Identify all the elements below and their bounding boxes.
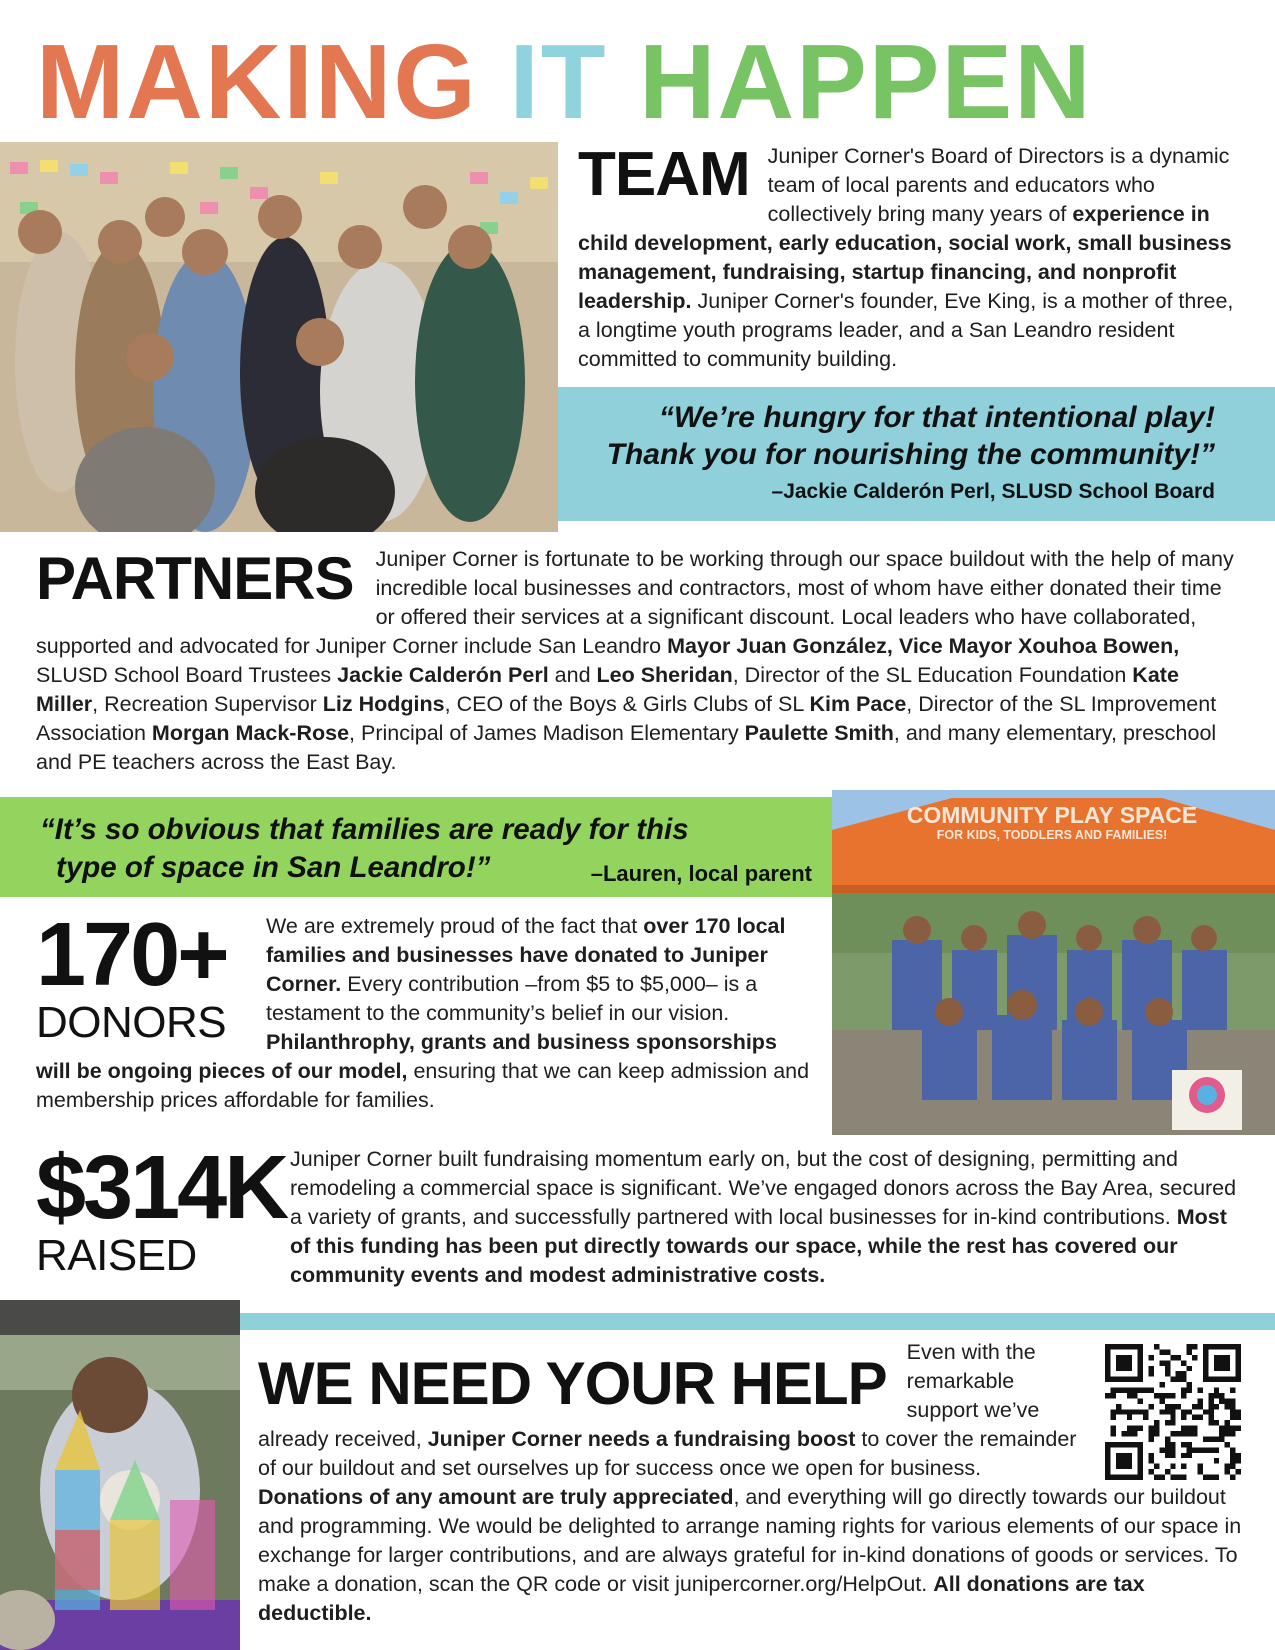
qr-module — [1225, 1398, 1230, 1403]
qr-module — [1203, 1475, 1208, 1480]
qr-module — [1149, 1355, 1154, 1360]
qr-module — [1214, 1436, 1219, 1441]
partners-text: , Director of the SL Education Foundation — [732, 663, 1133, 687]
qr-module — [1208, 1404, 1213, 1409]
qr-module — [1154, 1431, 1159, 1436]
qr-module — [1192, 1426, 1197, 1431]
qr-module — [1214, 1475, 1219, 1480]
qr-module — [1225, 1404, 1230, 1409]
qr-module — [1230, 1404, 1235, 1409]
donors-text: Every contribution –from $5 to $5,000– is a testament to the community’s belief in our vision. — [266, 972, 758, 1025]
qr-module — [1170, 1415, 1175, 1420]
qr-module — [1159, 1447, 1164, 1452]
raised-stat-label: RAISED — [36, 1231, 197, 1280]
qr-module — [1159, 1475, 1164, 1480]
qr-module — [1219, 1398, 1224, 1403]
quote-jackie-line2: Thank you for nourishing the community!” — [606, 438, 1215, 471]
qr-module — [1225, 1420, 1230, 1425]
qr-module — [1138, 1388, 1143, 1393]
qr-module — [1149, 1388, 1154, 1393]
qr-module — [1187, 1344, 1192, 1349]
qr-module — [1143, 1409, 1148, 1414]
qr-module — [1225, 1464, 1230, 1469]
qr-module — [1197, 1398, 1202, 1403]
qr-module — [1219, 1431, 1224, 1436]
qr-module — [1127, 1388, 1132, 1393]
help-text: to cover the remainder of our buildout and set ourselves up for success once we open for business. — [258, 1427, 1077, 1480]
donors-stat-label: DONORS — [36, 998, 227, 1047]
qr-module — [1225, 1442, 1230, 1447]
qr-module — [1127, 1426, 1132, 1431]
qr-module — [1214, 1420, 1219, 1425]
partners-name: Kate Miller — [36, 663, 1179, 716]
partners-name: Mayor Juan González, Vice Mayor Xouhoa Bowen, — [667, 634, 1180, 658]
qr-module — [1170, 1355, 1175, 1360]
qr-module — [1197, 1415, 1202, 1420]
partners-name: Kim Pace — [809, 692, 907, 716]
qr-module — [1165, 1409, 1170, 1414]
qr-module — [1154, 1393, 1159, 1398]
qr-module — [1203, 1409, 1208, 1414]
donors-text: ensuring that we can keep admission and membership prices affordable for families. — [36, 1059, 810, 1112]
qr-module — [1105, 1393, 1110, 1398]
qr-module — [1165, 1469, 1170, 1474]
qr-module — [1159, 1398, 1164, 1403]
qr-module — [1181, 1475, 1186, 1480]
qr-module — [1159, 1360, 1164, 1365]
qr-module — [1176, 1431, 1181, 1436]
partners-name: Liz Hodgins — [322, 692, 445, 716]
partners-section — [36, 545, 1236, 785]
tent-subtitle: FOR KIDS, TODDLERS AND FAMILIES! — [936, 828, 1168, 842]
qr-module — [1165, 1436, 1170, 1441]
qr-module — [1149, 1426, 1154, 1431]
qr-module — [1197, 1469, 1202, 1474]
qr-module — [1208, 1415, 1213, 1420]
help-text-bold: Donations of any amount are truly appreciated — [258, 1485, 734, 1509]
qr-module — [1208, 1436, 1213, 1441]
qr-module — [1154, 1475, 1159, 1480]
qr-module — [1143, 1388, 1148, 1393]
qr-module — [1187, 1447, 1192, 1452]
raised-text: Juniper Corner built fundraising momentum early on, but the cost of designing, permitting and remodeling a commercial space is significant. We’ve engaged donors across the Bay Area, secured a variety of grants, and successfully partnered with local businesses for in-kind contributions. — [290, 1147, 1237, 1229]
qr-module — [1165, 1420, 1170, 1425]
qr-module — [1170, 1475, 1175, 1480]
qr-module — [1132, 1388, 1137, 1393]
qr-module — [1208, 1393, 1213, 1398]
partners-name: Paulette Smith — [744, 721, 894, 745]
qr-module — [1181, 1393, 1186, 1398]
raised-section — [36, 1138, 1241, 1295]
qr-module — [1165, 1349, 1170, 1354]
qr-module — [1181, 1360, 1186, 1365]
qr-module — [1159, 1393, 1164, 1398]
qr-module — [1181, 1426, 1186, 1431]
partners-text: , Recreation Supervisor — [92, 692, 323, 716]
quote-jackie — [558, 387, 1275, 521]
qr-module — [1110, 1388, 1115, 1393]
qr-module — [1110, 1409, 1115, 1414]
qr-module — [1197, 1464, 1202, 1469]
team-section — [578, 142, 1238, 377]
qr-module — [1170, 1393, 1175, 1398]
qr-module — [1187, 1453, 1192, 1458]
qr-module — [1187, 1431, 1192, 1436]
qr-module — [1165, 1442, 1170, 1447]
qr-module — [1236, 1426, 1241, 1431]
qr-module — [1230, 1447, 1235, 1452]
quote-lauren-attribution: –Lauren, local parent — [590, 861, 812, 886]
qr-module — [1127, 1431, 1132, 1436]
partners-heading: PARTNERS — [36, 545, 354, 612]
help-heading: WE NEED YOUR HELP — [258, 1350, 887, 1417]
qr-module — [1187, 1388, 1192, 1393]
qr-module — [1176, 1404, 1181, 1409]
page-headline — [36, 22, 1246, 142]
headline-word-making: MAKING — [36, 23, 478, 141]
donors-text-bold: over 170 local families and businesses have donated to Juniper Corner. — [266, 914, 786, 996]
qr-module — [1192, 1447, 1197, 1452]
qr-module — [1225, 1469, 1230, 1474]
qr-finder — [1116, 1355, 1132, 1371]
team-text-intro: Juniper Corner's Board of Directors is a dynamic team of local parents and educators who collectively bring many years of — [767, 144, 1230, 226]
qr-module — [1192, 1404, 1197, 1409]
qr-module — [1165, 1360, 1170, 1365]
help-section — [258, 1338, 1245, 1638]
donation-qr-code[interactable] — [1105, 1344, 1241, 1480]
qr-module — [1203, 1447, 1208, 1452]
qr-module — [1214, 1404, 1219, 1409]
qr-module — [1225, 1431, 1230, 1436]
qr-module — [1219, 1426, 1224, 1431]
qr-module — [1208, 1447, 1213, 1452]
qr-finder — [1214, 1355, 1230, 1371]
qr-module — [1192, 1355, 1197, 1360]
raised-stat-number: $314K — [36, 1138, 287, 1238]
qr-module — [1170, 1464, 1175, 1469]
qr-module — [1236, 1469, 1241, 1474]
qr-module — [1149, 1458, 1154, 1463]
qr-module — [1121, 1409, 1126, 1414]
qr-module — [1149, 1436, 1154, 1441]
donors-text: We are extremely proud of the fact that — [266, 914, 644, 938]
qr-module — [1181, 1409, 1186, 1414]
qr-module — [1170, 1442, 1175, 1447]
qr-module — [1181, 1415, 1186, 1420]
qr-module — [1192, 1415, 1197, 1420]
qr-module — [1219, 1393, 1224, 1398]
quote-lauren-line2: type of space in San Leandro!” — [56, 851, 491, 884]
partners-text: , and many elementary, preschool and PE teachers across the East Bay. — [36, 721, 1217, 774]
qr-module — [1181, 1388, 1186, 1393]
qr-module — [1165, 1371, 1170, 1376]
qr-module — [1176, 1475, 1181, 1480]
qr-module — [1203, 1436, 1208, 1441]
qr-module — [1127, 1409, 1132, 1414]
qr-module — [1143, 1415, 1148, 1420]
qr-module — [1187, 1366, 1192, 1371]
headline-word-happen: HAPPEN — [638, 23, 1093, 141]
qr-module — [1230, 1409, 1235, 1414]
donors-section — [36, 905, 816, 1124]
qr-module — [1181, 1464, 1186, 1469]
qr-module — [1110, 1431, 1115, 1436]
qr-module — [1236, 1458, 1241, 1463]
qr-module — [1170, 1453, 1175, 1458]
qr-module — [1159, 1349, 1164, 1354]
qr-module — [1181, 1453, 1186, 1458]
qr-module — [1230, 1415, 1235, 1420]
quote-jackie-attribution: –Jackie Calderón Perl, SLUSD School Board — [771, 480, 1215, 503]
qr-module — [1149, 1371, 1154, 1376]
qr-module — [1208, 1475, 1213, 1480]
qr-module — [1170, 1409, 1175, 1414]
qr-module — [1165, 1404, 1170, 1409]
qr-module — [1187, 1409, 1192, 1414]
qr-finder — [1116, 1453, 1132, 1469]
qr-module — [1187, 1426, 1192, 1431]
qr-module — [1197, 1388, 1202, 1393]
help-text-bold: Juniper Corner needs a fundraising boost — [427, 1427, 856, 1451]
qr-module — [1149, 1469, 1154, 1474]
qr-module — [1230, 1453, 1235, 1458]
qr-module — [1214, 1458, 1219, 1463]
qr-module — [1154, 1344, 1159, 1349]
qr-module — [1236, 1409, 1241, 1414]
help-text: , and everything will go directly towards our buildout and programming. We would be delighted to arrange naming rights for various elements of our space in exchange for larger contributions, and are always grateful for in-kind donations of goods or services. To make a donation, scan the QR code or visit junipercorner.org/HelpOut. — [258, 1485, 1242, 1596]
qr-module — [1208, 1398, 1213, 1403]
qr-module — [1110, 1426, 1115, 1431]
qr-module — [1165, 1453, 1170, 1458]
qr-module — [1159, 1382, 1164, 1387]
partners-name: Jackie Calderón Perl — [337, 663, 549, 687]
qr-module — [1187, 1442, 1192, 1447]
qr-module — [1110, 1415, 1115, 1420]
divider-bar — [240, 1313, 1275, 1330]
team-text-bold: experience in child development, early education, social work, small business management, fundraising, startup financing, and nonprofit leadership. — [578, 202, 1232, 313]
qr-module — [1230, 1464, 1235, 1469]
qr-module — [1230, 1388, 1235, 1393]
qr-module — [1176, 1355, 1181, 1360]
qr-module — [1116, 1409, 1121, 1414]
qr-module — [1154, 1464, 1159, 1469]
qr-module — [1197, 1447, 1202, 1452]
qr-module — [1192, 1344, 1197, 1349]
qr-module — [1170, 1404, 1175, 1409]
qr-module — [1192, 1431, 1197, 1436]
quote-jackie-line1: “We’re hungry for that intentional play! — [658, 401, 1215, 434]
partners-text: SLUSD School Board Trustees — [36, 663, 338, 687]
qr-module — [1165, 1366, 1170, 1371]
help-text: Even with the remarkable support we’ve already received, — [258, 1340, 1040, 1451]
donors-stat-number: 170+ — [36, 905, 227, 1005]
qr-module — [1138, 1426, 1143, 1431]
kids-building-photo — [0, 1300, 240, 1650]
qr-module — [1170, 1420, 1175, 1425]
qr-module — [1230, 1398, 1235, 1403]
qr-module — [1214, 1388, 1219, 1393]
qr-module — [1116, 1404, 1121, 1409]
qr-module — [1149, 1453, 1154, 1458]
qr-module — [1132, 1393, 1137, 1398]
partners-text: Juniper Corner is fortunate to be working through our space buildout with the help of many incredible local businesses and contractors, most of whom have either donated their time or offered their services at a significant discount. Local leaders who have collaborated, supported and advocated for Juniper Corner include San Leandro — [36, 547, 1234, 658]
qr-module — [1121, 1431, 1126, 1436]
qr-module — [1149, 1404, 1154, 1409]
qr-module — [1225, 1426, 1230, 1431]
quote-lauren-line1: “It’s so obvious that families are ready for this — [40, 813, 689, 846]
team-photo — [0, 142, 558, 532]
qr-module — [1236, 1453, 1241, 1458]
qr-module — [1121, 1388, 1126, 1393]
partners-text: , Principal of James Madison Elementary — [349, 721, 745, 745]
qr-module — [1208, 1420, 1213, 1425]
qr-module — [1127, 1393, 1132, 1398]
qr-module — [1170, 1431, 1175, 1436]
qr-module — [1138, 1409, 1143, 1414]
qr-module — [1181, 1431, 1186, 1436]
qr-module — [1236, 1415, 1241, 1420]
qr-module — [1197, 1404, 1202, 1409]
qr-module — [1230, 1458, 1235, 1463]
qr-module — [1187, 1349, 1192, 1354]
tent-title: COMMUNITY PLAY SPACE — [906, 802, 1198, 828]
partners-name: Morgan Mack-Rose — [151, 721, 350, 745]
qr-module — [1165, 1393, 1170, 1398]
qr-module — [1181, 1377, 1186, 1382]
raised-text-bold: Most of this funding has been put directly towards our space, while the rest has covered our community events and modest administrative costs. — [290, 1205, 1227, 1287]
qr-module — [1154, 1420, 1159, 1425]
partners-text: , CEO of the Boys & Girls Clubs of SL — [444, 692, 810, 716]
qr-module — [1214, 1393, 1219, 1398]
qr-module — [1132, 1409, 1137, 1414]
qr-module — [1187, 1382, 1192, 1387]
qr-module — [1127, 1415, 1132, 1420]
qr-module — [1181, 1442, 1186, 1447]
qr-module — [1132, 1431, 1137, 1436]
qr-module — [1170, 1447, 1175, 1452]
donors-text-bold: Philanthrophy, grants and business sponsorships will be ongoing pieces of our model, — [36, 1030, 777, 1083]
qr-module — [1132, 1426, 1137, 1431]
qr-module — [1110, 1393, 1115, 1398]
qr-module — [1159, 1409, 1164, 1414]
qr-module — [1116, 1388, 1121, 1393]
qr-module — [1170, 1377, 1175, 1382]
help-text-bold: All donations are tax deductible. — [258, 1572, 1145, 1625]
qr-module — [1214, 1447, 1219, 1452]
partners-text: and — [548, 663, 597, 687]
team-heading: TEAM — [578, 140, 750, 209]
qr-module — [1208, 1409, 1213, 1414]
qr-module — [1149, 1431, 1154, 1436]
qr-module — [1165, 1447, 1170, 1452]
qr-module — [1138, 1398, 1143, 1403]
quote-lauren — [0, 797, 832, 897]
community-play-space-photo — [832, 790, 1275, 1135]
partners-text: , Director of the SL Improvement Association — [36, 692, 1217, 745]
qr-module — [1176, 1371, 1181, 1376]
qr-module — [1181, 1371, 1186, 1376]
team-text-tail: Juniper Corner's founder, Eve King, is a mother of three, a longtime youth programs leader, and a San Leandro resident committed to community building. — [578, 289, 1234, 371]
qr-module — [1230, 1426, 1235, 1431]
qr-module — [1176, 1377, 1181, 1382]
qr-module — [1219, 1436, 1224, 1441]
qr-module — [1149, 1366, 1154, 1371]
qr-module — [1230, 1431, 1235, 1436]
qr-module — [1230, 1475, 1235, 1480]
partners-name: Leo Sheridan — [596, 663, 733, 687]
headline-word-it: IT — [509, 23, 608, 141]
qr-module — [1154, 1426, 1159, 1431]
